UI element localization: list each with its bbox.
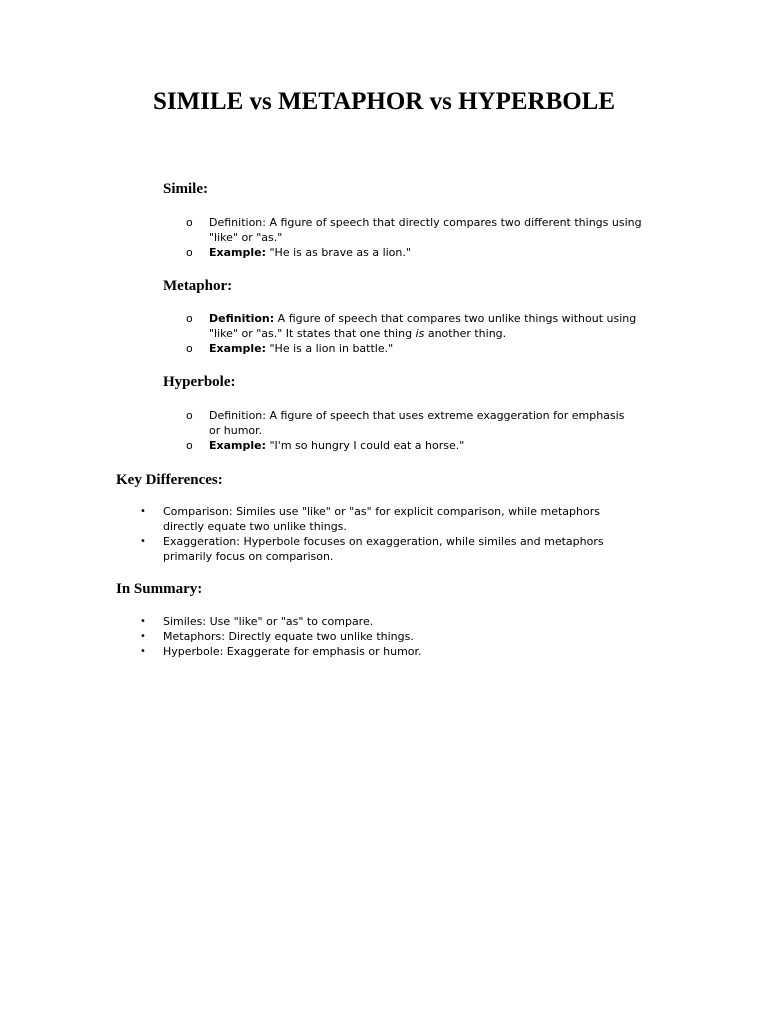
circle-bullet-icon: o [186, 409, 193, 422]
list-item [186, 311, 649, 341]
summary-metaphors: Metaphors: Directly equate two unlike things. [163, 630, 414, 643]
document-title: SIMILE vs METAPHOR vs HYPERBOLE [152, 88, 616, 115]
list-item [140, 504, 633, 534]
metaphor-definition-part-b: another thing. [424, 327, 507, 340]
list-item [186, 215, 659, 245]
simile-list [186, 215, 659, 260]
list-item [140, 629, 633, 644]
list-item [186, 408, 629, 438]
list-item [140, 614, 633, 629]
metaphor-list [186, 311, 649, 356]
example-label: Example: [209, 246, 266, 259]
simile-heading: Simile: [163, 181, 208, 197]
list-item [186, 438, 629, 453]
summary-hyperbole: Hyperbole: Exaggerate for emphasis or humor. [163, 645, 422, 658]
circle-bullet-icon: o [186, 312, 193, 325]
comparison-text: Comparison: Similes use "like" or "as" for explicit comparison, while metaphors directly equate two unlike things. [163, 505, 604, 533]
hyperbole-list [186, 408, 629, 453]
metaphor-heading: Metaphor: [163, 278, 233, 294]
simile-example: "He is as brave as a lion." [266, 246, 411, 259]
hyperbole-heading: Hyperbole: [163, 374, 236, 390]
example-label: Example: [209, 342, 266, 355]
metaphor-definition-part-a: A figure of speech that compares two unlike things without using "like" or "as." It states that one thing [209, 312, 640, 340]
bullet-icon: • [140, 506, 146, 517]
exaggeration-text: Exaggeration: Hyperbole focuses on exaggeration, while similes and metaphors primarily focus on comparison. [163, 535, 608, 563]
circle-bullet-icon: o [186, 439, 193, 452]
definition-label: Definition: [209, 312, 275, 325]
example-label: Example: [209, 439, 266, 452]
summary-list [140, 614, 633, 659]
bullet-icon: • [140, 631, 146, 642]
list-item [140, 644, 633, 659]
list-item [140, 534, 633, 564]
list-item [186, 341, 649, 356]
key-differences-list [140, 504, 633, 564]
bullet-icon: • [140, 616, 146, 627]
simile-definition: Definition: A figure of speech that directly compares two different things using "like" or "as." [209, 216, 646, 244]
bullet-icon: • [140, 646, 146, 657]
key-differences-heading: Key Differences: [116, 472, 223, 488]
summary-heading: In Summary: [116, 581, 203, 597]
metaphor-definition-emphasis: is [415, 327, 425, 340]
summary-similes: Similes: Use "like" or "as" to compare. [163, 615, 374, 628]
hyperbole-example: "I'm so hungry I could eat a horse." [266, 439, 465, 452]
bullet-icon: • [140, 536, 146, 547]
circle-bullet-icon: o [186, 216, 193, 229]
circle-bullet-icon: o [186, 246, 193, 259]
hyperbole-definition: Definition: A figure of speech that uses extreme exaggeration for emphasis or humor. [209, 409, 628, 437]
circle-bullet-icon: o [186, 342, 193, 355]
list-item [186, 245, 659, 260]
metaphor-example: "He is a lion in battle." [266, 342, 394, 355]
